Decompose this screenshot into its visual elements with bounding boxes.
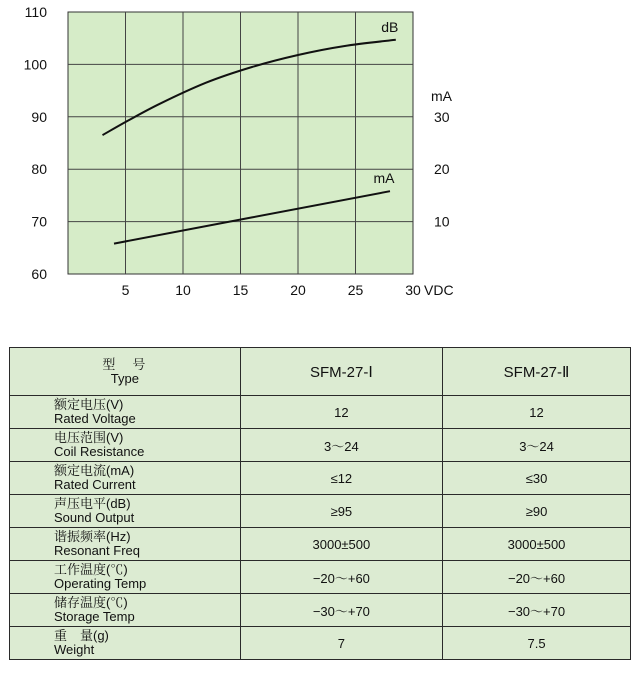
x-unit-label: VDC bbox=[424, 282, 454, 298]
row-value-2: 7.5 bbox=[443, 627, 631, 660]
row-label bbox=[10, 462, 241, 495]
row-value-1: 12 bbox=[240, 396, 442, 429]
row-label-cn: 额定电压(V) bbox=[54, 397, 124, 412]
performance-chart bbox=[0, 0, 637, 300]
row-label-en: Sound Output bbox=[54, 510, 135, 525]
row-value-2: 3～24 bbox=[443, 429, 631, 462]
row-label bbox=[10, 528, 241, 561]
row-label-cn: 工作温度(℃) bbox=[54, 562, 128, 577]
row-value-1: −30～+70 bbox=[240, 594, 442, 627]
x-tick-label: 20 bbox=[290, 282, 306, 298]
header-label-cn: 型 号 bbox=[102, 356, 148, 372]
series-label-db: dB bbox=[381, 18, 399, 35]
row-value-1: 3000±500 bbox=[240, 528, 442, 561]
row-value-2: 3000±500 bbox=[443, 528, 631, 561]
header-type-cell bbox=[10, 348, 241, 396]
x-tick-label: 5 bbox=[121, 282, 130, 298]
row-label bbox=[10, 495, 241, 528]
row-label-en: Storage Temp bbox=[54, 609, 135, 624]
y-left-tick-label: 80 bbox=[31, 161, 47, 178]
row-label-en: Weight bbox=[54, 642, 95, 657]
row-label-cn: 谐振频率(Hz) bbox=[54, 529, 131, 544]
x-tick-label: 25 bbox=[347, 282, 364, 298]
row-label-en: Operating Temp bbox=[54, 576, 147, 591]
row-label bbox=[10, 429, 241, 462]
y-right-tick-label: 30 bbox=[434, 108, 450, 125]
table-row bbox=[10, 627, 631, 660]
row-label bbox=[10, 396, 241, 429]
y-left-tick-label: 100 bbox=[23, 56, 47, 73]
table-row bbox=[10, 528, 631, 561]
table-row bbox=[10, 462, 631, 495]
row-value-2: ≤30 bbox=[443, 462, 631, 495]
spec-table bbox=[9, 347, 631, 660]
table-row bbox=[10, 594, 631, 627]
y-right-tick-label: 10 bbox=[434, 213, 450, 230]
row-label-en: Resonant Freq bbox=[54, 543, 140, 558]
y-left-tick-label: 70 bbox=[31, 213, 47, 230]
row-value-2: 12 bbox=[443, 396, 631, 429]
row-value-1: −20～+60 bbox=[240, 561, 442, 594]
y-left-tick-label: 60 bbox=[31, 266, 47, 282]
header-model-1: SFM-27-Ⅰ bbox=[240, 348, 442, 396]
row-value-2: ≥90 bbox=[443, 495, 631, 528]
row-label-en: Coil Resistance bbox=[54, 444, 145, 459]
row-label-cn: 声压电平(dB) bbox=[54, 496, 131, 511]
row-label bbox=[10, 561, 241, 594]
header-label-en: Type bbox=[110, 370, 139, 386]
table-row bbox=[10, 561, 631, 594]
row-value-1: ≤12 bbox=[240, 462, 442, 495]
y-left-tick-label: 110 bbox=[24, 4, 47, 20]
y-right-tick-label: 20 bbox=[434, 161, 450, 178]
row-label-en: Rated Voltage bbox=[54, 411, 136, 426]
row-label-cn: 电压范围(V) bbox=[54, 430, 124, 445]
row-label-en: Rated Current bbox=[54, 477, 136, 492]
row-value-1: 7 bbox=[240, 627, 442, 660]
row-value-2: −20～+60 bbox=[443, 561, 631, 594]
row-label bbox=[10, 627, 241, 660]
table-row bbox=[10, 396, 631, 429]
x-tick-label: 10 bbox=[175, 282, 191, 298]
row-value-1: 3～24 bbox=[240, 429, 442, 462]
row-value-2: −30～+70 bbox=[443, 594, 631, 627]
row-label-cn: 重 量(g) bbox=[54, 628, 109, 643]
table-row bbox=[10, 429, 631, 462]
right-axis-unit-label: mA bbox=[431, 88, 452, 104]
x-tick-label: 15 bbox=[232, 282, 249, 298]
y-left-tick-label: 90 bbox=[31, 108, 47, 125]
row-label-cn: 储存温度(℃) bbox=[54, 595, 128, 610]
header-model-2: SFM-27-Ⅱ bbox=[443, 348, 631, 396]
row-label-cn: 额定电流(mA) bbox=[54, 463, 135, 478]
row-label bbox=[10, 594, 241, 627]
series-label-ma: mA bbox=[373, 170, 395, 187]
row-value-1: ≥95 bbox=[240, 495, 442, 528]
x-tick-label: 30 bbox=[405, 282, 421, 298]
table-row bbox=[10, 495, 631, 528]
table-header-row bbox=[10, 348, 631, 396]
